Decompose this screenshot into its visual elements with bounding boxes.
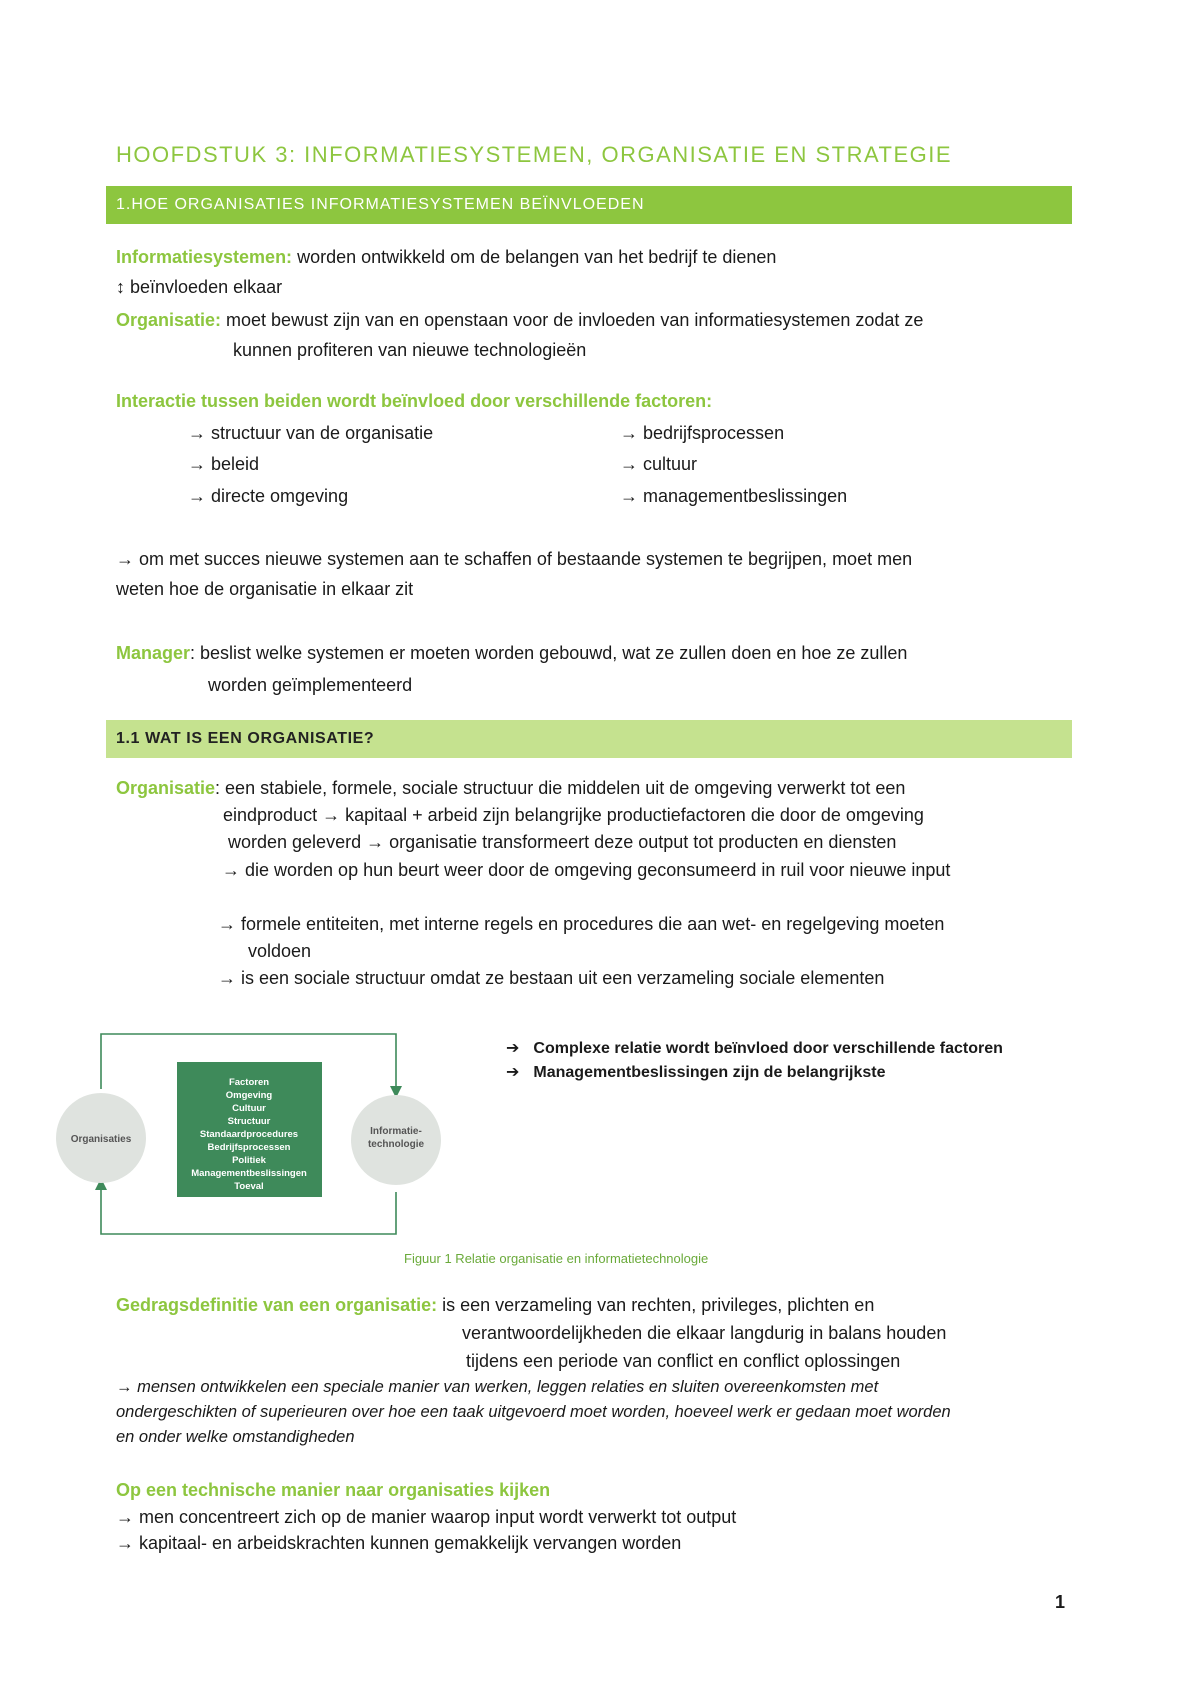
relation-diagram xyxy=(70,1032,450,1235)
factor-label: Cultuur xyxy=(232,1103,266,1114)
factor-item: → cultuur xyxy=(620,454,698,474)
influence-line: ↕ beïnvloeden elkaar xyxy=(116,277,283,297)
subsection-heading-bar xyxy=(106,720,1072,758)
organisation-term: Organisatie xyxy=(116,778,216,798)
behavior-text-continued: tijdens een periode van conflict en conflict oplossingen xyxy=(466,1351,901,1371)
bullet-arrow-icon: ➔ xyxy=(506,1040,520,1057)
manager-text: : beslist welke systemen er moeten worden gebouwd, wat ze zullen doen en hoe ze zullen xyxy=(190,643,908,663)
factor-label: Bedrijfsprocessen xyxy=(207,1142,291,1153)
section-heading-bar xyxy=(106,186,1072,224)
bullet-arrow-icon: ➔ xyxy=(506,1064,520,1081)
subsection-heading: 1.1 WAT IS EEN ORGANISATIE? xyxy=(116,730,375,747)
organisaties-label: Organisaties xyxy=(70,1134,132,1145)
section-heading: 1.HOE ORGANISATIES INFORMATIESYSTEMEN BEÏNVLOEDEN xyxy=(116,196,645,213)
page-number: 1 xyxy=(1055,1592,1066,1612)
factor-item: → managementbeslissingen xyxy=(620,486,848,506)
technical-line: → men concentreert zich op de manier waarop input wordt verwerkt tot output xyxy=(116,1507,737,1527)
factor-item: → directe omgeving xyxy=(188,486,349,506)
organisation-text: worden geleverd → organisatie transformeert deze output tot producten en diensten xyxy=(228,832,897,852)
behavior-term: Gedragsdefinitie van een organisatie: xyxy=(116,1295,438,1315)
bullet-item xyxy=(506,1038,1003,1058)
page-title: HOOFDSTUK 3: INFORMATIESYSTEMEN, ORGANISATIE EN STRATEGIE xyxy=(116,142,953,167)
org-definition xyxy=(116,310,923,331)
manager-term: Manager xyxy=(116,643,191,663)
it-label-line1: Informatie- xyxy=(370,1126,422,1137)
org-text: moet bewust zijn van en openstaan voor de invloeden van informatiesystemen zodat ze xyxy=(221,310,924,330)
it-label-line2: technologie xyxy=(367,1139,425,1150)
org-term: Organisatie: xyxy=(116,310,222,330)
factor-item: → structuur van de organisatie xyxy=(188,423,434,443)
infosys-text: worden ontwikkeld om de belangen van het bedrijf te dienen xyxy=(292,247,777,267)
behavior-explanation: → mensen ontwikkelen een speciale manier van werken, leggen relaties en sluiten overeenkomsten met xyxy=(116,1378,879,1396)
factor-item: → beleid xyxy=(188,454,260,474)
factor-item: → bedrijfsprocessen xyxy=(620,423,785,443)
figure-caption: Figuur 1 Relatie organisatie en informatietechnologie xyxy=(404,1251,709,1266)
interaction-heading: Interactie tussen beiden wordt beïnvloed door verschillende factoren: xyxy=(116,391,713,411)
behavior-text-continued: verantwoordelijkheden die elkaar langdurig in balans houden xyxy=(462,1323,947,1343)
success-line: → om met succes nieuwe systemen aan te schaffen of bestaande systemen te begrijpen, moet men xyxy=(116,549,913,569)
behavior-explanation: ondergeschikten of superieuren over hoe een taak uitgevoerd moet worden, hoeveel werk er gedaan moet worden xyxy=(116,1403,951,1421)
manager-text-continued: worden geïmplementeerd xyxy=(208,675,413,695)
organisation-text: → die worden op hun beurt weer door de omgeving geconsumeerd in ruil voor nieuwe input xyxy=(222,860,951,880)
organisation-text: : een stabiele, formele, sociale structuur die middelen uit de omgeving verwerkt tot een xyxy=(215,778,906,798)
behavior-explanation: en onder welke omstandigheden xyxy=(116,1428,355,1446)
organisation-text: eindproduct → kapitaal + arbeid zijn belangrijke productiefactoren die door de omgeving xyxy=(223,805,924,825)
technical-line: → kapitaal- en arbeidskrachten kunnen gemakkelijk vervangen worden xyxy=(116,1533,682,1553)
factor-label: Factoren xyxy=(228,1077,270,1088)
technical-heading: Op een technische manier naar organisaties kijken xyxy=(116,1480,551,1500)
factor-label: Toeval xyxy=(234,1181,264,1192)
bullet-item xyxy=(506,1062,886,1082)
organisation-definition xyxy=(116,778,905,799)
bullet-text: Managementbeslissingen zijn de belangrijkste xyxy=(533,1064,886,1081)
factor-label: Politiek xyxy=(232,1155,266,1166)
success-line-continued: weten hoe de organisatie in elkaar zit xyxy=(116,579,414,599)
factor-label: Standaardprocedures xyxy=(199,1129,299,1140)
factor-label: Omgeving xyxy=(225,1090,273,1101)
factor-label: Structuur xyxy=(227,1116,271,1127)
social-structure-line: → is een sociale structuur omdat ze bestaan uit een verzameling sociale elementen xyxy=(218,968,885,988)
org-text-continued: kunnen profiteren van nieuwe technologieën xyxy=(233,340,587,360)
factor-label: Managementbeslissingen xyxy=(191,1168,307,1179)
manager-definition xyxy=(116,643,907,664)
bullet-text: Complexe relatie wordt beïnvloed door verschillende factoren xyxy=(533,1040,1003,1057)
infosys-term: Informatiesystemen: xyxy=(116,247,293,267)
formal-entities-line: → formele entiteiten, met interne regels en procedures die aan wet- en regelgeving moeten xyxy=(218,914,945,934)
infosys-definition xyxy=(116,247,776,268)
formal-entities-continued: voldoen xyxy=(248,941,312,961)
behavior-definition xyxy=(116,1295,874,1316)
behavior-text: is een verzameling van rechten, privileges, plichten en xyxy=(437,1295,875,1315)
